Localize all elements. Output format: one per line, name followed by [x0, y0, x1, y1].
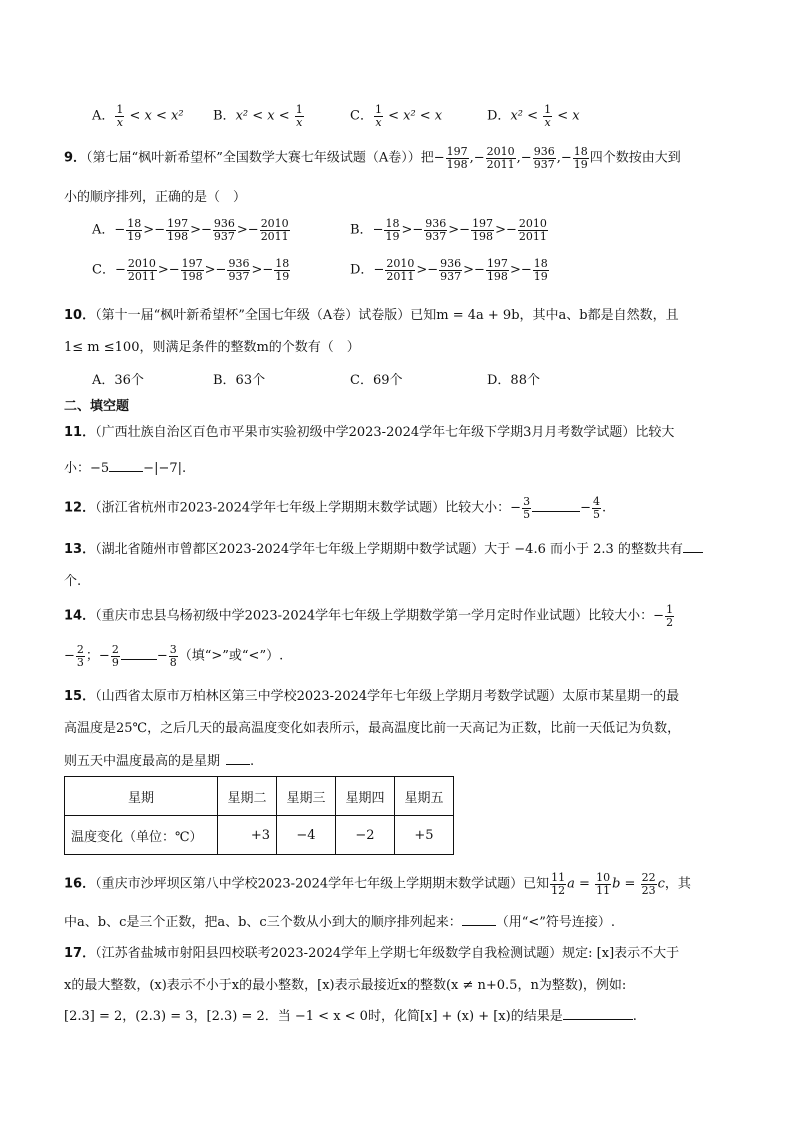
frac-den: 23	[641, 883, 656, 897]
frac-num: 936	[228, 257, 250, 270]
frac-num: 197	[472, 217, 494, 230]
fraction	[115, 104, 124, 128]
option-letter: C．	[92, 262, 115, 278]
fraction	[424, 218, 447, 242]
question-text: （浙江省杭州市2023-2024学年七年级上学期期末数学试题）比较大小：	[95, 500, 511, 516]
question-number: 10．	[64, 308, 96, 323]
q9-stem-line2: 小的顺序排列，正确的是（ ）	[64, 190, 247, 205]
q10-stem	[64, 304, 794, 323]
frac-num: 18	[275, 257, 290, 270]
frac-den: 937	[213, 229, 235, 243]
fraction	[374, 104, 383, 128]
option-letter: D．	[350, 262, 374, 278]
fraction	[550, 872, 566, 896]
frac-den: 19	[385, 229, 400, 243]
frac-num: 4	[592, 495, 600, 508]
frac-den: x	[375, 115, 382, 129]
frac-den: 5	[523, 507, 531, 521]
fraction	[295, 104, 304, 128]
fraction	[533, 146, 556, 170]
question-text: 则五天中温度最高的是星期	[64, 754, 221, 769]
table-cell: +3	[218, 816, 277, 855]
table-cell: −2	[336, 816, 395, 855]
frac-num: 2010	[486, 145, 515, 158]
q17-stem-line2: x的最大整数，(x)表示不小于x的最小整数，[x)表示最接近x的整数(x ≠ n+0.5，n为整数)，例如:	[64, 978, 627, 993]
q17-stem	[64, 942, 794, 961]
q14-stem	[64, 604, 794, 628]
option-letter: B．	[213, 108, 236, 124]
fraction	[274, 258, 290, 282]
frac-num: 197	[167, 217, 189, 230]
question-text: .	[601, 500, 607, 516]
q8-option-b	[213, 104, 305, 128]
question-number: 16．	[64, 876, 96, 892]
frac-den: 198	[167, 229, 189, 243]
frac-num: 1	[666, 603, 674, 616]
option-expr: < x < x²	[125, 108, 184, 124]
question-text: ，其	[664, 876, 691, 892]
frac-den: 9	[111, 655, 119, 669]
frac-num: 18	[127, 217, 142, 230]
frac-num: 1	[116, 103, 124, 116]
fraction	[111, 644, 120, 668]
fraction	[260, 218, 290, 242]
answer-blank[interactable]	[532, 499, 580, 512]
frac-den: 198	[472, 229, 494, 243]
frac-num: 3	[523, 495, 531, 508]
table-row	[65, 777, 454, 816]
q8-option-c	[350, 104, 442, 128]
question-text: （湖北省随州市曾都区2023-2024学年七年级上学期期中数学试题）大于 −4.6 而小于 2.3 的整数共有	[95, 542, 683, 557]
q9-option-c: C．− $\frac{2010}{2011}$ >− $\frac{197}{198}$ >− $\frac{936}{937}$ >− $\frac{18}{19}$	[92, 257, 290, 283]
frac-num: 197	[486, 257, 508, 270]
fraction	[446, 146, 469, 170]
frac-den: x	[116, 115, 123, 129]
frac-num: 197	[181, 257, 203, 270]
frac-den: 2011	[386, 269, 415, 283]
table-header-cell: 星期五	[395, 777, 454, 816]
frac-den: 2011	[518, 229, 547, 243]
frac-num: 10	[596, 871, 611, 884]
answer-blank[interactable]	[121, 647, 157, 660]
frac-den: 19	[275, 269, 290, 283]
frac-num: 936	[213, 217, 235, 230]
answer-blank[interactable]	[109, 459, 143, 472]
frac-den: 2011	[260, 229, 289, 243]
option-letter: A．	[92, 108, 115, 124]
table-header-cell: 星期三	[277, 777, 336, 816]
option-expr: x² <	[510, 108, 543, 124]
frac-den: 937	[425, 229, 447, 243]
q15-stem	[64, 685, 794, 704]
question-text: .	[632, 1009, 637, 1024]
q9-option-b: B．− $\frac{18}{19}$ >− $\frac{936}{937}$ >− $\frac{197}{198}$ >− $\frac{2010}{2011}$	[350, 217, 547, 243]
frac-num: 2010	[127, 257, 156, 270]
table-header-cell: 星期	[65, 777, 218, 816]
frac-num: 2	[111, 643, 119, 656]
frac-num: 936	[533, 145, 555, 158]
question-text: （第十一届“枫叶新希望杯”全国七年级（A卷）试卷版）已知m = 4a + 9b，其中a、b都是自然数，且	[95, 308, 679, 323]
fraction	[543, 104, 552, 128]
fraction	[518, 218, 548, 242]
frac-den: 19	[127, 229, 142, 243]
frac-num: 936	[440, 257, 462, 270]
fraction	[471, 218, 494, 242]
frac-num: 197	[446, 145, 468, 158]
fraction	[169, 644, 178, 668]
question-text: （江苏省盐城市射阳县四校联考2023-2024学年上学期七年级数学自我检测试题）规定: [x]表示不大于	[95, 946, 680, 961]
q9-stem: 9．（第七届“枫叶新希望杯”全国数学大赛七年级试题（A卷））把− $\frac{197}{198}$ ,− $\frac{2010}{2011}$ ,− $\frac{936}{937}$ ,− $\frac{18}{19}$ 四个数按由大到	[64, 145, 681, 171]
q17-stem-line3	[64, 1005, 794, 1024]
answer-blank[interactable]	[563, 1007, 633, 1020]
q13-stem-line2: 个.	[64, 574, 82, 589]
frac-den: 5	[592, 507, 600, 521]
fraction	[439, 258, 462, 282]
q9-option-d: D．− $\frac{2010}{2011}$ >− $\frac{936}{937}$ >− $\frac{197}{198}$ >− $\frac{18}{19}$	[350, 257, 548, 283]
option-letter: D．	[487, 108, 511, 124]
frac-den: 19	[573, 157, 588, 171]
frac-den: 198	[446, 157, 468, 171]
question-text: （广西壮族自治区百色市平果市实验初级中学2023-2024学年七年级下学期3月月考数学试题）比较大	[95, 425, 675, 440]
frac-num: 18	[385, 217, 400, 230]
frac-num: 22	[641, 871, 656, 884]
question-number: 9．	[64, 150, 87, 166]
frac-num: 11	[551, 871, 566, 884]
option-letter: A．	[92, 222, 115, 238]
q10-option-d: D．88个	[487, 373, 540, 388]
option-expr: x² < x <	[235, 108, 294, 124]
answer-blank[interactable]	[462, 913, 496, 926]
frac-den: 198	[181, 269, 203, 283]
question-text: 四个数按由大到	[589, 150, 681, 166]
frac-den: x	[296, 115, 303, 129]
table-cell: 温度变化（单位：℃）	[65, 816, 218, 855]
option-letter: C．	[350, 108, 373, 124]
frac-den: 8	[169, 655, 177, 669]
fraction	[573, 146, 589, 170]
answer-blank[interactable]	[683, 540, 703, 553]
question-text: （填“>”或“<”）.	[178, 648, 284, 664]
q8-option-d	[487, 104, 580, 128]
q16-stem: 16．（重庆市沙坪坝区第八中学校2023-2024学年七年级上学期期末数学试题）已知 $\frac{11}{12}$ a = $\frac{10}{11}$ b = $\frac{22}{23}$ c，其	[64, 871, 691, 897]
q8-option-a	[92, 104, 184, 128]
frac-num: 1	[374, 103, 382, 116]
q11-stem-line2	[64, 457, 794, 476]
question-text: 中a、b、c是三个正数，把a、b、c三个数从小到大的顺序排列起来：	[64, 915, 462, 930]
fraction	[213, 218, 236, 242]
frac-num: 1	[295, 103, 303, 116]
q10-option-a: A．36个	[92, 373, 144, 388]
fraction	[126, 218, 142, 242]
frac-den: 198	[486, 269, 508, 283]
option-letter: B．	[350, 222, 373, 238]
question-number: 14．	[64, 608, 96, 624]
fraction	[595, 872, 611, 896]
question-text: [2.3] = 2，(2.3) = 3，[2.3) = 2．当 −1 < x < 0时，化简[x] + (x) + [x)的结果是	[64, 1009, 563, 1024]
q10-option-b: B．63个	[213, 373, 266, 388]
fraction	[592, 496, 601, 520]
frac-den: 937	[440, 269, 462, 283]
frac-num: 2010	[518, 217, 547, 230]
fraction	[384, 218, 400, 242]
q12-stem: 12．（浙江省杭州市2023-2024学年七年级上学期期末数学试题）比较大小：− $\frac{3}{5}$ − $\frac{4}{5}$ .	[64, 495, 607, 521]
frac-den: 2011	[486, 157, 515, 171]
q14-stem-line2: − $\frac{2}{3}$ ；− $\frac{2}{9}$ − $\frac{3}{8}$ （填“>”或“<”）.	[64, 643, 284, 669]
fraction	[533, 258, 549, 282]
question-number: 17．	[64, 946, 96, 961]
q15-stem-line2: 高温度是25℃，之后几天的最高温度变化如表所示，最高温度比前一天高记为正数，比前一天低记为负数，	[64, 721, 681, 736]
fraction	[76, 644, 85, 668]
fraction	[522, 496, 531, 520]
frac-num: 2010	[386, 257, 415, 270]
frac-num: 18	[533, 257, 548, 270]
fraction	[486, 146, 516, 170]
question-number: 13．	[64, 542, 96, 557]
fraction	[227, 258, 250, 282]
question-text: 小：−5	[64, 461, 110, 476]
answer-blank[interactable]	[226, 752, 250, 765]
table-row	[65, 816, 454, 855]
frac-den: 937	[533, 157, 555, 171]
frac-num: 2010	[260, 217, 289, 230]
option-expr: < x² < x	[383, 108, 443, 124]
table-cell: −4	[277, 816, 336, 855]
q10-stem-line2: 1≤ m ≤100，则满足条件的整数m的个数有（ ）	[64, 340, 360, 355]
temperature-table	[64, 776, 454, 855]
table-cell: +5	[395, 816, 454, 855]
frac-num: 1	[544, 103, 552, 116]
table-header-cell: 星期四	[336, 777, 395, 816]
frac-den: 12	[551, 883, 566, 897]
q16-stem-line2	[64, 911, 794, 930]
question-text: （用“<”符号连接）.	[495, 915, 616, 930]
frac-num: 936	[425, 217, 447, 230]
frac-den: x	[544, 115, 551, 129]
fraction	[486, 258, 509, 282]
q11-stem	[64, 421, 794, 440]
question-text: （重庆市忠县乌杨初级中学2023-2024学年七年级上学期数学第一学月定时作业试题）比较大小：−	[95, 608, 665, 624]
fraction	[127, 258, 157, 282]
option-expr: < x	[553, 108, 580, 124]
q10-option-c: C．69个	[350, 373, 403, 388]
fraction	[181, 258, 204, 282]
question-text: （第七届“枫叶新希望杯”全国数学大赛七年级试题（A卷））把	[86, 150, 434, 166]
frac-den: 2011	[127, 269, 156, 283]
frac-num: 18	[573, 145, 588, 158]
frac-den: 11	[596, 883, 611, 897]
frac-den: 937	[228, 269, 250, 283]
fraction	[385, 258, 415, 282]
fraction	[166, 218, 189, 242]
q9-option-a: A．− $\frac{18}{19}$ >− $\frac{197}{198}$ >− $\frac{936}{937}$ >− $\frac{2010}{2011}$	[92, 217, 289, 243]
frac-den: 19	[533, 269, 548, 283]
section-heading: 二、填空题	[64, 399, 130, 414]
question-text: （山西省太原市万柏林区第三中学校2023-2024学年七年级上学期月考数学试题）太原市某星期一的最	[95, 689, 680, 704]
question-text: （重庆市沙坪坝区第八中学校2023-2024学年七年级上学期期末数学试题）已知	[95, 876, 550, 892]
question-number: 11．	[64, 425, 96, 440]
frac-den: 2	[666, 615, 674, 629]
question-text: −|−7|.	[143, 461, 187, 476]
frac-den: 3	[76, 655, 84, 669]
frac-num: 2	[76, 643, 84, 656]
fraction	[665, 604, 674, 628]
q13-stem	[64, 538, 794, 557]
frac-num: 3	[169, 643, 177, 656]
question-number: 15．	[64, 689, 96, 704]
question-number: 12．	[64, 500, 96, 516]
q15-stem-line3: 则五天中温度最高的是星期 .	[64, 754, 255, 769]
table-header-cell: 星期二	[218, 777, 277, 816]
fraction	[641, 872, 657, 896]
